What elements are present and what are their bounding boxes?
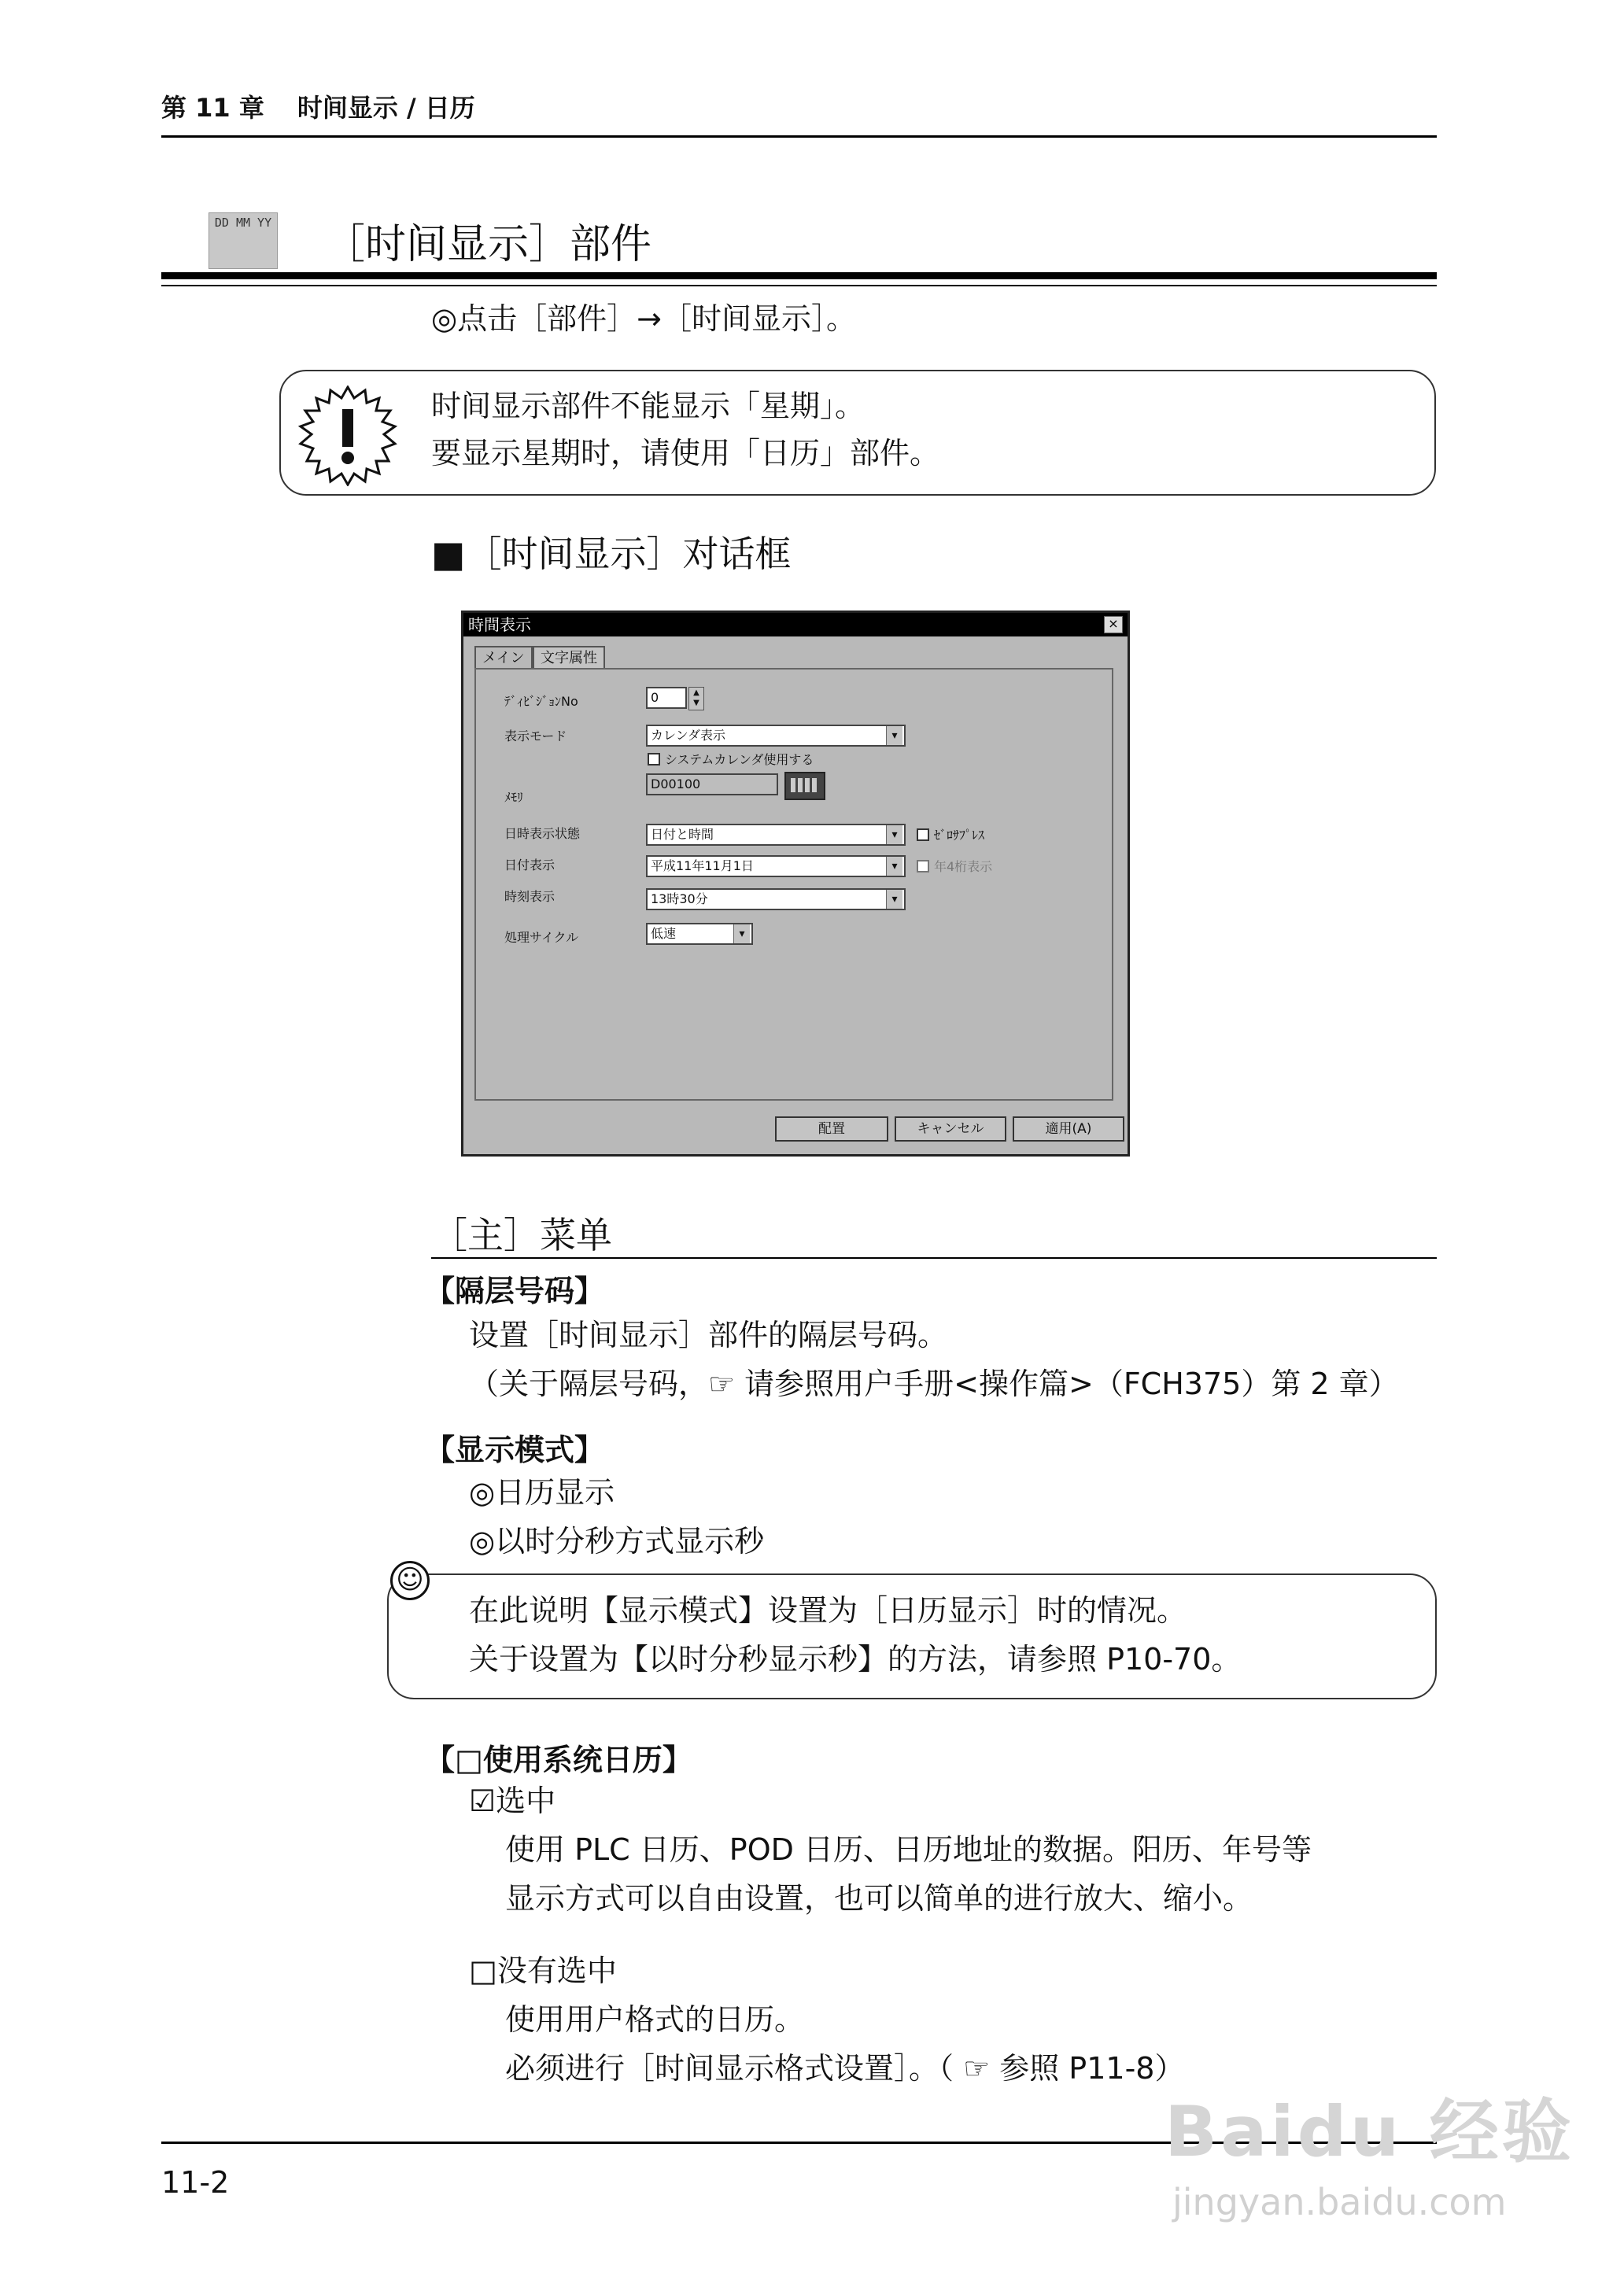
dialog-section-title: ■［时间显示］对话框 — [431, 533, 792, 575]
memory-input[interactable]: D00100 — [646, 773, 778, 795]
dialog-title: 時間表示 — [468, 615, 531, 634]
division-label: ﾃﾞｨﾋﾞｼﾞｮﾝNo — [504, 694, 578, 709]
page-number: 11-2 — [161, 2165, 230, 2200]
division-input[interactable]: 0 — [646, 687, 687, 709]
warning-icon — [297, 386, 398, 486]
chapter-header — [161, 88, 508, 124]
unchecked-line-2: 必须进行［时间显示格式设置］。（ ☞ 参照 P11-8） — [505, 2051, 1185, 2086]
main-menu-heading: ［主］菜单 — [431, 1214, 612, 1256]
checked-line-1: 使用 PLC 日历、POD 日历、日历地址的数据。阳历、年号等 — [505, 1832, 1312, 1867]
system-calendar-checkbox[interactable] — [648, 753, 660, 766]
tab-main[interactable]: メイン — [474, 646, 533, 670]
click-instruction: ◎点击［部件］→［时间显示］。 — [431, 301, 856, 336]
tab-text-attributes[interactable]: 文字属性 — [533, 646, 605, 670]
cycle-label: 処理サイクル — [504, 930, 579, 945]
datetime-state-label: 日時表示状態 — [504, 826, 581, 841]
chapter-title: 时间显示 / 日历 — [297, 93, 475, 123]
dialog-title-bar — [463, 613, 1128, 636]
baidu-watermark: Baidu 经验 — [1164, 2091, 1574, 2172]
checked-line-2: 显示方式可以自由设置，也可以简单的进行放大、缩小。 — [505, 1881, 1253, 1916]
unchecked-description — [505, 1995, 1184, 2093]
spinner-icon[interactable]: ▲ ▼ — [688, 687, 704, 710]
note-line-2: 关于设置为【以时分秒显示秒】的方法，请参照 P10-70。 — [469, 1642, 1242, 1677]
warning-text — [431, 382, 939, 477]
cycle-select[interactable]: 低速 ▾ — [646, 923, 753, 945]
smiley-icon: ☺ — [390, 1561, 430, 1600]
mode-options — [469, 1468, 764, 1566]
layer-line-1: 设置［时间显示］部件的隔层号码。 — [469, 1318, 948, 1352]
note-text — [469, 1586, 1241, 1684]
dialog-panel — [474, 668, 1113, 1101]
apply-button[interactable]: 適用(A) — [1013, 1116, 1124, 1142]
mode-option-calendar: ◎日历显示 — [469, 1475, 615, 1510]
warning-line-2: 要显示星期时，请使用「日历」部件。 — [431, 436, 940, 470]
title-rule-thick — [161, 272, 1437, 279]
mode-heading: 【显示模式】 — [425, 1433, 605, 1467]
date-display-select[interactable]: 平成11年11月1日 ▾ — [646, 855, 906, 877]
title-rule-thin — [161, 285, 1437, 286]
datetime-state-select[interactable]: 日付と時間 ▾ — [646, 824, 906, 846]
chapter-number: 第 11 章 — [161, 93, 264, 123]
layer-text — [469, 1311, 1399, 1408]
mode-select[interactable]: カレンダ表示 ▾ — [646, 725, 906, 747]
place-button[interactable]: 配置 — [775, 1116, 888, 1142]
note-line-1: 在此说明【显示模式】设置为［日历显示］时的情况。 — [469, 1593, 1187, 1628]
checked-description — [505, 1825, 1312, 1923]
mode-option-hms: ◎以时分秒方式显示秒 — [469, 1524, 765, 1559]
year4-label: 年4桁表示 — [934, 859, 993, 874]
time-display-label: 時刻表示 — [504, 889, 555, 904]
unchecked-line-1: 使用用户格式的日历。 — [505, 2002, 805, 2037]
zero-suppress-label: ｾﾞﾛｻﾌﾟﾚｽ — [934, 828, 985, 843]
system-calendar-label: システムカレンダ使用する — [665, 752, 814, 767]
layer-heading: 【隔层号码】 — [425, 1274, 605, 1308]
layer-line-2: （关于隔层号码，☞ 请参照用户手册<操作篇>（FCH375）第 2 章） — [469, 1367, 1399, 1401]
page-title: ［时间显示］部件 — [324, 221, 652, 268]
date-display-label: 日付表示 — [504, 858, 555, 872]
keypad-icon[interactable] — [784, 772, 825, 800]
year4-checkbox[interactable] — [917, 860, 929, 872]
warning-line-1: 时间显示部件不能显示「星期」。 — [431, 389, 866, 423]
unchecked-option: □没有选中 — [469, 1953, 617, 1988]
memory-label: ﾒﾓﾘ — [504, 790, 524, 805]
time-display-select[interactable]: 13時30分 ▾ — [646, 888, 906, 910]
time-display-dialog — [461, 611, 1130, 1157]
watermark-url: jingyan.baidu.com — [1172, 2181, 1507, 2223]
header-rule — [161, 135, 1437, 138]
close-icon[interactable]: × — [1104, 616, 1123, 633]
time-display-icon: DD MM YY — [209, 212, 278, 269]
main-menu-rule — [431, 1257, 1437, 1259]
zero-suppress-checkbox[interactable] — [917, 828, 929, 841]
system-calendar-heading: 【□使用系统日历】 — [425, 1743, 692, 1777]
mode-label: 表示モード — [504, 729, 567, 743]
cancel-button[interactable]: キャンセル — [895, 1116, 1006, 1142]
checked-option: ☑选中 — [469, 1784, 556, 1818]
